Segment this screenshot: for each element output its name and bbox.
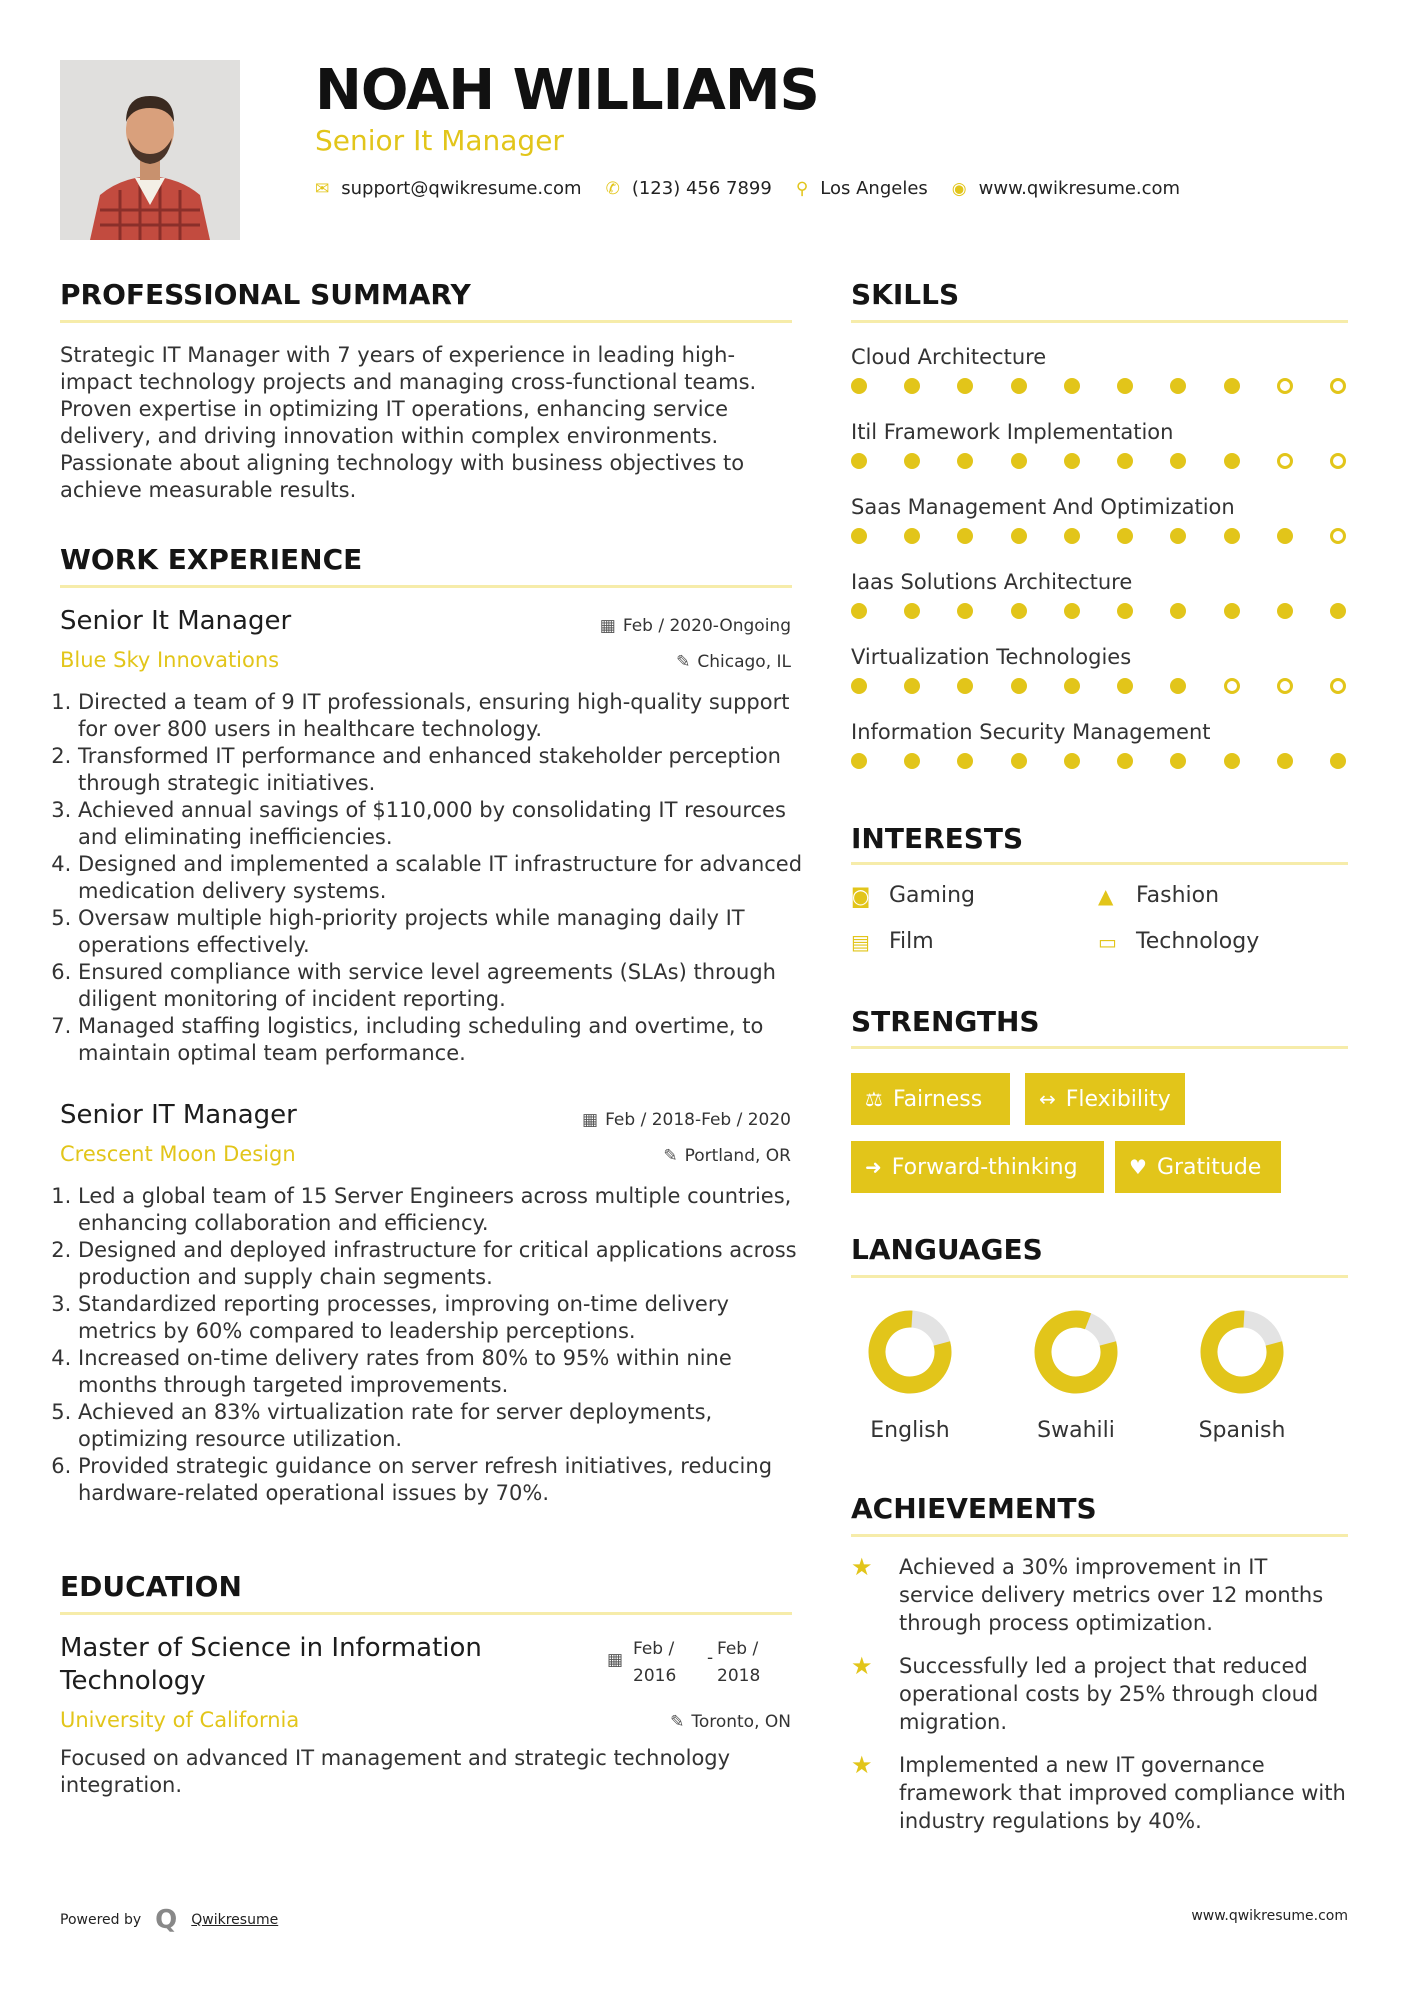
rating-dot-filled (957, 753, 973, 769)
rating-dot-filled (1011, 753, 1027, 769)
skill-name: Cloud Architecture (851, 345, 1047, 369)
contact-website[interactable]: www.qwikresume.com (978, 178, 1181, 199)
skill-rating (851, 528, 1346, 544)
language-donut (1172, 1310, 1312, 1400)
rating-dot-filled (904, 603, 920, 619)
achievements-rule (851, 1534, 1348, 1537)
rating-dot-filled (1224, 378, 1240, 394)
skill-rating (851, 453, 1346, 469)
strength-tag (851, 1141, 1104, 1193)
location-pin-icon: ⚲ (795, 178, 809, 199)
list-item: 2. Transformed IT performance and enhanced stakeholder perception through strategic initiatives. (78, 743, 810, 797)
email-icon: ✉ (315, 178, 330, 199)
list-item: 1. Led a global team of 15 Server Engineers across multiple countries, enhancing collaboration and efficiency. (78, 1183, 810, 1237)
skill-name: Information Security Management (851, 720, 1211, 744)
footer-site[interactable]: www.qwikresume.com (1191, 1908, 1348, 1924)
rating-dot-empty (1277, 678, 1293, 694)
skill-name: Saas Management And Optimization (851, 495, 1235, 519)
job-dates (600, 616, 791, 636)
list-item: 5. Achieved an 83% virtualization rate for server deployments, optimizing resource utilization. (78, 1399, 810, 1453)
rating-dot-filled (851, 378, 867, 394)
rating-dot-filled (1064, 753, 1080, 769)
list-item: 2. Designed and deployed infrastructure for critical applications across production and supply chain segments. (78, 1237, 810, 1291)
job-dates-text: Feb / 2018-Feb / 2020 (605, 1110, 791, 1130)
skill-row (851, 492, 1348, 567)
contact-bar (315, 178, 1204, 199)
interests-rule (851, 862, 1348, 865)
list-item: 4. Increased on-time delivery rates from 80% to 95% within nine months through targeted improvements. (78, 1345, 810, 1399)
rating-dot-empty (1330, 453, 1346, 469)
globe-icon: ◉ (951, 178, 967, 199)
candidate-name: NOAH WILLIAMS (315, 58, 819, 123)
calendar-icon: ▦ (607, 1650, 624, 1670)
interests-heading: INTERESTS (851, 822, 1024, 855)
heart-icon: ♥ (1129, 1155, 1147, 1179)
rating-dot-filled (1064, 528, 1080, 544)
list-item: 3. Achieved annual savings of $110,000 by consolidating IT resources and eliminating inefficiencies. (78, 797, 810, 851)
rating-dot-empty (1277, 378, 1293, 394)
rating-dot-filled (851, 753, 867, 769)
language-label: English (870, 1418, 950, 1443)
rating-dot-filled (1170, 453, 1186, 469)
rating-dot-filled (904, 678, 920, 694)
rating-dot-filled (1277, 753, 1293, 769)
skill-rating (851, 678, 1346, 694)
skill-row (851, 342, 1348, 417)
powered-by-text: Powered by (60, 1912, 142, 1928)
skills-list (851, 342, 1348, 792)
rating-dot-filled (1011, 378, 1027, 394)
rating-dot-filled (851, 678, 867, 694)
arrow-right-icon: ➜ (865, 1155, 882, 1179)
education-heading: EDUCATION (60, 1570, 242, 1603)
rating-dot-filled (851, 453, 867, 469)
pushpin-icon: ✎ (663, 1146, 678, 1166)
date-separator: - (707, 1648, 714, 1668)
summary-text: Strategic IT Manager with 7 years of experience in leading high-impact technology projects and managing cross-functional teams. Proven expertise in optimizing IT operations, enhancing service delivery, and driving innovation within complex environments. Passionate about aligning technology with business objectives to achieve measurable results. (60, 343, 757, 502)
list-item: 4. Designed and implemented a scalable IT infrastructure for advanced medication delivery systems. (78, 851, 810, 905)
achievement-item (851, 1652, 1348, 1736)
candidate-role: Senior It Manager (315, 124, 564, 157)
calendar-icon: ▦ (599, 616, 616, 636)
achievements-heading: ACHIEVEMENTS (851, 1492, 1097, 1525)
rating-dot-filled (1011, 528, 1027, 544)
job-dates-text: Feb / 2020-Ongoing (622, 616, 791, 636)
phone-icon: ✆ (605, 178, 620, 199)
experience-heading: WORK EXPERIENCE (60, 543, 363, 576)
achievement-item (851, 1751, 1348, 1835)
job-company: Blue Sky Innovations (60, 648, 280, 672)
language-item (1006, 1310, 1146, 1443)
education-location (670, 1712, 791, 1732)
job-bullets (60, 689, 810, 1067)
strength-label: Flexibility (1065, 1086, 1171, 1112)
contact-phone[interactable]: (123) 456 7899 (631, 178, 772, 199)
rating-dot-filled (1224, 528, 1240, 544)
rating-dot-filled (1064, 453, 1080, 469)
skill-rating (851, 378, 1346, 394)
rating-dot-filled (851, 528, 867, 544)
strength-tag (1025, 1073, 1185, 1125)
experience-rule (60, 585, 792, 588)
rating-dot-filled (1064, 378, 1080, 394)
strength-label: Fairness (892, 1086, 983, 1112)
skill-row (851, 417, 1348, 492)
language-donut (840, 1310, 980, 1400)
languages-heading: LANGUAGES (851, 1233, 1043, 1266)
strength-label: Gratitude (1156, 1154, 1262, 1180)
rating-dot-filled (904, 453, 920, 469)
language-label: Swahili (1037, 1418, 1115, 1443)
languages-rule (851, 1275, 1348, 1278)
skill-row (851, 717, 1348, 792)
skill-rating (851, 753, 1346, 769)
skills-heading: SKILLS (851, 278, 960, 311)
rating-dot-filled (1064, 603, 1080, 619)
rating-dot-filled (1170, 378, 1186, 394)
strength-label: Forward-thinking (891, 1154, 1078, 1180)
rating-dot-filled (1170, 753, 1186, 769)
rating-dot-filled (1224, 453, 1240, 469)
rating-dot-filled (1117, 528, 1133, 544)
skill-name: Virtualization Technologies (851, 645, 1132, 669)
summary-rule (60, 320, 792, 323)
rating-dot-filled (1330, 603, 1346, 619)
rating-dot-filled (957, 603, 973, 619)
interest-label: Film (889, 929, 934, 954)
rating-dot-filled (1011, 678, 1027, 694)
interest-label: Fashion (1136, 883, 1220, 908)
film-icon: ▤ (851, 929, 870, 954)
list-item: 5. Oversaw multiple high-priority projects while managing daily IT operations effectively. (78, 905, 810, 959)
rating-dot-empty (1330, 528, 1346, 544)
skill-row (851, 642, 1348, 717)
calendar-icon: ▦ (582, 1110, 599, 1130)
brand-link[interactable]: Qwikresume (191, 1912, 279, 1928)
skill-row (851, 567, 1348, 642)
rating-dot-empty (1224, 678, 1240, 694)
laptop-icon: ▭ (1098, 929, 1117, 954)
job-location-text: Portland, OR (684, 1146, 791, 1166)
list-item: 6. Provided strategic guidance on server refresh initiatives, reducing hardware-related operational issues by 70%. (78, 1453, 810, 1507)
pushpin-icon: ✎ (670, 1712, 685, 1732)
job-dates (582, 1110, 791, 1130)
rating-dot-filled (1011, 453, 1027, 469)
education-end (717, 1636, 760, 1690)
job-company: Crescent Moon Design (60, 1142, 296, 1166)
list-item: 6. Ensured compliance with service level agreements (SLAs) through diligent monitoring of incident reporting. (78, 959, 810, 1013)
rating-dot-filled (1011, 603, 1027, 619)
rating-dot-filled (957, 453, 973, 469)
strength-tag (851, 1073, 1010, 1125)
interest-label: Gaming (889, 883, 975, 908)
education-description: Focused on advanced IT management and strategic technology integration. (60, 1746, 731, 1797)
interest-item (1098, 929, 1259, 954)
skill-name: Itil Framework Implementation (851, 420, 1174, 444)
star-icon: ★ (851, 1553, 873, 1581)
achievement-text: Achieved a 30% improvement in IT service delivery metrics over 12 months through process optimization. (899, 1555, 1324, 1635)
rating-dot-filled (1117, 753, 1133, 769)
rating-dot-filled (904, 528, 920, 544)
rating-dot-filled (1064, 678, 1080, 694)
rating-dot-filled (957, 678, 973, 694)
interest-item (1098, 883, 1219, 908)
profile-photo (60, 60, 240, 240)
summary-heading: PROFESSIONAL SUMMARY (60, 278, 471, 311)
rating-dot-filled (904, 378, 920, 394)
list-item: 3. Standardized reporting processes, improving on-time delivery metrics by 60% compared to leadership perceptions. (78, 1291, 810, 1345)
footer-powered (60, 1905, 278, 1935)
achievement-text: Successfully led a project that reduced operational costs by 25% through cloud migration. (899, 1654, 1319, 1734)
pushpin-icon: ✎ (676, 652, 691, 672)
contact-email[interactable]: support@qwikresume.com (341, 178, 582, 199)
language-item (1172, 1310, 1312, 1443)
education-start-year: 2016 (633, 1666, 677, 1686)
rating-dot-filled (1330, 753, 1346, 769)
rating-dot-filled (957, 378, 973, 394)
education-start-month: Feb / (633, 1639, 675, 1659)
rating-dot-filled (1117, 378, 1133, 394)
contact-location: Los Angeles (820, 178, 928, 199)
achievement-item (851, 1553, 1348, 1637)
shopping-bag-icon: ▲ (1098, 883, 1114, 908)
arrows-horizontal-icon: ↔ (1039, 1087, 1056, 1111)
achievement-text: Implemented a new IT governance framework that improved compliance with industry regulations by 40%. (899, 1753, 1346, 1833)
job-title: Senior IT Manager (60, 1100, 297, 1130)
rating-dot-filled (1277, 603, 1293, 619)
skills-rule (851, 320, 1348, 323)
education-rule (60, 1612, 792, 1615)
list-item: 1. Directed a team of 9 IT professionals, ensuring high-quality support for over 800 users in healthcare technology. (78, 689, 810, 743)
strength-tag (1115, 1141, 1281, 1193)
rating-dot-filled (1277, 528, 1293, 544)
language-donut (1006, 1310, 1146, 1400)
rating-dot-filled (904, 753, 920, 769)
balance-scale-icon: ⚖ (865, 1087, 883, 1111)
strengths-heading: STRENGTHS (851, 1005, 1040, 1038)
rating-dot-filled (1117, 453, 1133, 469)
interest-item (851, 883, 975, 908)
degree-title: Master of Science in Information Technology (60, 1633, 482, 1696)
job-location (676, 652, 791, 672)
rating-dot-empty (1277, 453, 1293, 469)
gamepad-icon: ◙ (851, 883, 871, 908)
language-item (840, 1310, 980, 1443)
job-location (663, 1146, 791, 1166)
interest-item (851, 929, 934, 954)
rating-dot-filled (1117, 603, 1133, 619)
rating-dot-filled (1170, 603, 1186, 619)
qwikresume-logo-icon: Q (155, 1905, 178, 1935)
skill-name: Iaas Solutions Architecture (851, 570, 1133, 594)
job-bullets (60, 1183, 810, 1507)
rating-dot-filled (1224, 603, 1240, 619)
rating-dot-filled (1224, 753, 1240, 769)
education-start (633, 1636, 676, 1690)
rating-dot-filled (957, 528, 973, 544)
star-icon: ★ (851, 1652, 873, 1680)
skill-rating (851, 603, 1346, 619)
strengths-rule (851, 1046, 1348, 1049)
rating-dot-filled (1170, 528, 1186, 544)
education-end-month: Feb / (717, 1639, 759, 1659)
school-name: University of California (60, 1708, 300, 1732)
language-label: Spanish (1198, 1418, 1286, 1443)
interest-label: Technology (1136, 929, 1260, 954)
star-icon: ★ (851, 1751, 873, 1779)
rating-dot-filled (1170, 678, 1186, 694)
list-item: 7. Managed staffing logistics, including scheduling and overtime, to maintain optimal team performance. (78, 1013, 810, 1067)
rating-dot-empty (1330, 378, 1346, 394)
rating-dot-filled (1117, 678, 1133, 694)
education-end-year: 2018 (717, 1666, 761, 1686)
job-title: Senior It Manager (60, 606, 292, 636)
rating-dot-filled (851, 603, 867, 619)
job-location-text: Chicago, IL (697, 652, 791, 672)
education-location-text: Toronto, ON (691, 1712, 791, 1732)
rating-dot-empty (1330, 678, 1346, 694)
languages-list (840, 1310, 1350, 1450)
